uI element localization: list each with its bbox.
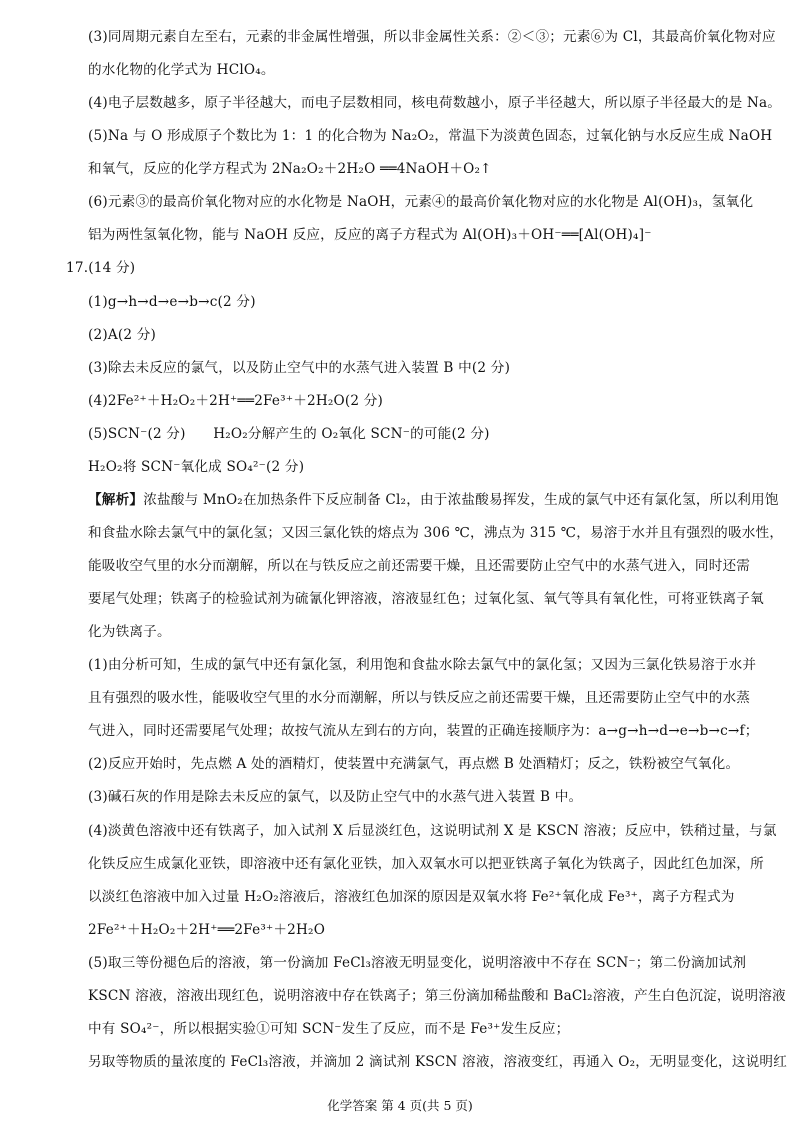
answer-line: (2)A(2 分) xyxy=(88,326,157,343)
text-line: 化铁反应生成氯化亚铁，即溶液中还有氯化亚铁，加入双氧水可以把亚铁离子氧化为铁离子，因此红色加深，所 xyxy=(88,855,764,872)
text-line: 的水化物的化学式为 HClO₄。 xyxy=(88,62,275,79)
text-line: 且有强烈的吸水性，能吸收空气里的水分而潮解，所以与铁反应之前还需要干燥，且还需要防止空气中的水蒸 xyxy=(88,690,751,707)
text-line: (3)同周期元素自左至右，元素的非金属性增强，所以非金属性关系：②＜③；元素⑥为 Cl，其最高价氧化物对应 xyxy=(88,29,776,45)
text-line: KSCN 溶液，溶液出现红色，说明溶液中存在铁离子；第三份滴加稀盐酸和 BaCl₂溶液，产生白色沉淀，说明溶液 xyxy=(88,987,786,1004)
answer-line: (3)除去未反应的氯气，以及防止空气中的水蒸气进入装置 B 中(2 分) xyxy=(88,359,511,376)
text-line: 铝为两性氢氧化物，能与 NaOH 反应，反应的离子方程式为 Al(OH)₃＋OH⁻══[Al(OH)₄]⁻ xyxy=(88,227,652,244)
equation-line: 2Fe²⁺＋H₂O₂＋2H⁺══2Fe³⁺＋2H₂O xyxy=(88,921,326,938)
analysis-text: 浓盐酸与 MnO₂在加热条件下反应制备 Cl₂，由于浓盐酸易挥发，生成的氯气中还有氯化氢，所以利用饱 xyxy=(143,491,779,508)
analysis-label: 【解析】 xyxy=(88,491,144,508)
text-line: (3)碱石灰的作用是除去未反应的氯气，以及防止空气中的水蒸气进入装置 B 中。 xyxy=(88,789,583,806)
text-line: (5)取三等份褪色后的溶液，第一份滴加 FeCl₃溶液无明显变化，说明溶液中不存在 SCN⁻；第二份滴加试剂 xyxy=(88,954,747,971)
answer-line: H₂O₂将 SCN⁻氧化成 SO₄²⁻(2 分) xyxy=(88,458,305,475)
text-line: (4)电子层数越多，原子半径越大，而电子层数相同，核电荷数越小，原子半径越大，所以原子半径最大的是 Na。 xyxy=(88,95,782,112)
text-line: 中有 SO₄²⁻，所以根据实验①可知 SCN⁻发生了反应，而不是 Fe³⁺发生反应； xyxy=(88,1020,570,1037)
text-line: 要尾气处理；铁离子的检验试剂为硫氰化钾溶液，溶液显红色；过氧化氢、氧气等具有氧化性，可将亚铁离子氧 xyxy=(88,591,764,608)
answer-line: (1)g→h→d→e→b→c(2 分) xyxy=(88,293,256,310)
text-line: 和氧气，反应的化学方程式为 2Na₂O₂＋2H₂O ══4NaOH＋O₂↑ xyxy=(88,161,492,178)
text-line: 化为铁离子。 xyxy=(88,624,171,641)
page-footer: 化学答案 第 4 页(共 5 页) xyxy=(327,1098,473,1113)
answer-line: (4)2Fe²⁺＋H₂O₂＋2H⁺══2Fe³⁺＋2H₂O(2 分) xyxy=(88,392,384,409)
text-line: (4)淡黄色溶液中还有铁离子，加入试剂 X 后显淡红色，这说明试剂 X 是 KSCN 溶液；反应中，铁稍过量，与氯 xyxy=(88,822,777,839)
text-line: (1)由分析可知，生成的氯气中还有氯化氢，利用饱和食盐水除去氯气中的氯化氢；又因为三氯化铁易溶于水并 xyxy=(88,657,757,674)
text-line: (6)元素③的最高价氧化物对应的水化物是 NaOH，元素④的最高价氧化物对应的水化物是 Al(OH)₃，氢氧化 xyxy=(88,194,754,211)
text-line: (5)Na 与 O 形成原子个数比为 1：1 的化合物为 Na₂O₂，常温下为淡黄色固态，过氧化钠与水反应生成 NaOH xyxy=(88,128,773,145)
text-line: 以淡红色溶液中加入过量 H₂O₂溶液后，溶液红色加深的原因是双氧水将 Fe²⁺氧化成 Fe³⁺，离子方程式为 xyxy=(88,888,735,905)
text-line: (2)反应开始时，先点燃 A 处的酒精灯，使装置中充满氯气，再点燃 B 处酒精灯；反之，铁粉被空气氧化。 xyxy=(88,756,740,773)
text-line: 气进入，同时还需要尾气处理；故按气流从左到右的方向，装置的正确连接顺序为：a→g→h→d→e→b→c→f； xyxy=(88,723,759,740)
answer-line: (5)SCN⁻(2 分) H₂O₂分解产生的 O₂氧化 SCN⁻的可能(2 分) xyxy=(88,425,490,442)
text-line: 和食盐水除去氯气中的氯化氢；又因三氯化铁的熔点为 306 ℃，沸点为 315 ℃，易溶于水并且有强烈的吸水性， xyxy=(88,524,784,541)
analysis-paragraph-first-line xyxy=(88,491,779,509)
text-line: 能吸收空气里的水分而潮解，所以在与铁反应之前还需要干燥，且还需要防止空气中的水蒸气进入，同时还需 xyxy=(88,558,751,574)
text-line: 另取等物质的量浓度的 FeCl₃溶液，并滴加 2 滴试剂 KSCN 溶液，溶液变红，再通入 O₂，无明显变化，这说明红 xyxy=(88,1053,788,1070)
question-number: 17.(14 分) xyxy=(66,260,136,277)
